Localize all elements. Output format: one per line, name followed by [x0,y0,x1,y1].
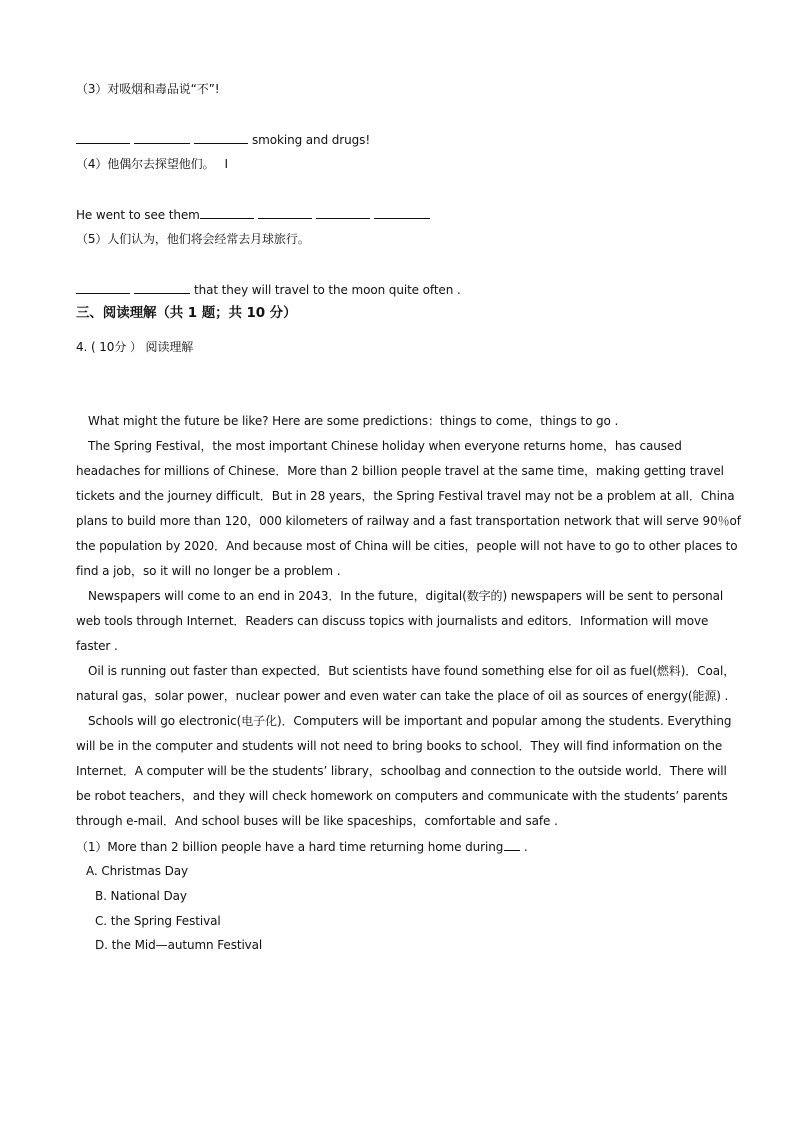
answer-blank[interactable] [76,281,130,294]
passage-line: Schools will go electronic(电子化)．Computers will be important and popular among the students. Everything [88,714,732,728]
passage-line: The Spring Festival，the most important Chinese holiday when everyone returns home，has caused [88,439,682,453]
passage-line: What might the future be like? Here are some predictions：things to come，things to go . [88,414,619,428]
sub-question-text: （1）More than 2 billion people have a hard time returning home during [76,840,504,854]
q5-answer-tail: that they will travel to the moon quite often . [194,283,461,297]
passage-line: tickets and the journey difficult．But in 28 years，the Spring Festival travel may not be a problem at all．China [76,489,735,503]
passage-line: web tools through Internet．Readers can discuss topics with journalists and editors．Information will move [76,614,709,628]
sub-question-stem [76,838,722,855]
section-heading: 三、阅读理解（共 1 题；共 10 分） [76,305,297,321]
answer-blank[interactable] [194,131,248,144]
passage-line: through e-mail．And school buses will be like spaceships，comfortable and safe . [76,814,558,828]
answer-blank[interactable] [134,281,190,294]
answer-blank[interactable] [76,131,130,144]
q4-answer-head: He went to see them [76,208,200,222]
q3-answer-tail: smoking and drugs! [252,133,371,147]
q4-label: （4）他偶尔去探望他们。 [76,157,215,171]
passage-line: Newspapers will come to an end in 2043．In the future，digital(数字的) newspapers will be sent to personal [88,589,724,603]
answer-blank[interactable] [258,206,312,219]
passage-line: plans to build more than 120，000 kilometers of railway and a fast transportation network that will serve 90％of [76,514,741,528]
answer-blank[interactable] [134,131,190,144]
passage-line: be robot teachers，and they will check homework on computers and communicate with the students’ parents [76,789,728,803]
answer-blank[interactable] [374,206,430,219]
q4-answer-line [76,206,722,223]
option-d[interactable]: D. the Mid—autumn Festival [95,938,263,952]
q4-label-line [76,156,722,172]
text-cursor-glyph: I [224,157,228,171]
option-b[interactable]: B. National Day [95,889,187,903]
passage-line: Oil is running out faster than expected．But scientists have found something else for oil as fuel(燃料)．Coal， [88,664,736,678]
passage-line: natural gas，solar power，nuclear power and even water can take the place of oil as sources of energy(能源) . [76,689,729,703]
q5-label: （5）人们认为，他们将会经常去月球旅行。 [76,232,310,246]
q5-answer-line [76,281,722,298]
q3-answer-line [76,131,722,148]
sub-question-end: . [520,840,528,854]
passage-line: find a job，so it will no longer be a problem . [76,564,341,578]
answer-blank[interactable] [316,206,370,219]
option-a[interactable]: A. Christmas Day [86,864,189,878]
q3-label: （3）对吸烟和毒品说“不”! [76,82,220,96]
passage-line: headaches for millions of Chinese．More than 2 billion people travel at the same time，making getting travel [76,464,724,478]
passage-line: Internet．A computer will be the students’ library，schoolbag and connection to the outside world．There will [76,764,727,778]
passage-line: the population by 2020．And because most of China will be cities，people will not have to go to other places to [76,539,738,553]
option-c[interactable]: C. the Spring Festival [95,914,221,928]
passage-line: will be in the computer and students will not need to bring books to school．They will find information on the [76,739,723,753]
passage-line: faster . [76,639,118,653]
answer-blank[interactable] [504,838,520,851]
answer-blank[interactable] [200,206,254,219]
question-header: 4. ( 10分 ） 阅读理解 [76,340,194,354]
